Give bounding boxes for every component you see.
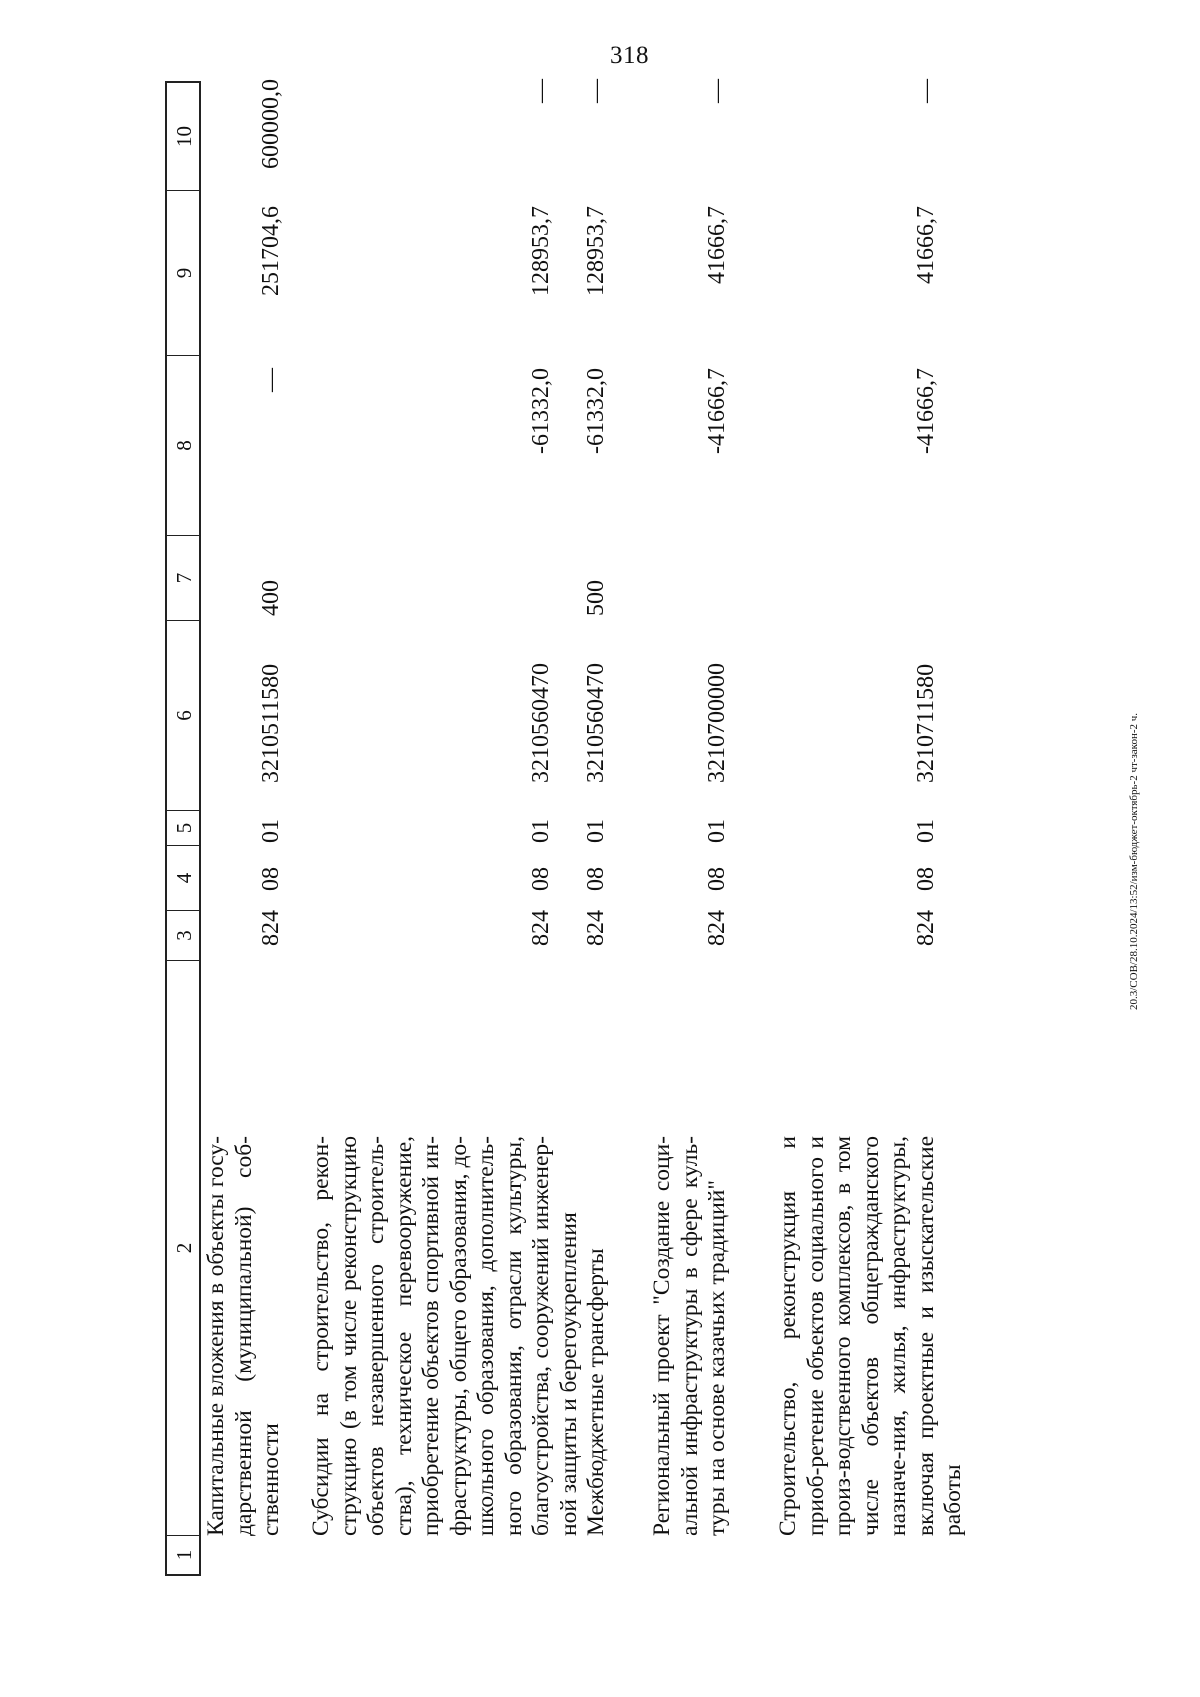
row-description: Межбюджетные трансферты [583, 1248, 609, 1536]
cell-col-10: — [583, 79, 609, 103]
cell-col-5: 01 [583, 819, 609, 843]
cell-col-10: — [704, 79, 730, 103]
cell-col-9: 128953,7 [583, 206, 609, 296]
header-col-10: 10 [165, 81, 201, 191]
header-col-8: 8 [165, 356, 201, 536]
footer-code: 20.3/СОВ/28.10.2024/13:52/изм-бюджет-октябрь-2 чт-закон-2 ч. [1128, 712, 1140, 1010]
cell-col-3: 824 [583, 910, 609, 946]
row-description: Строительство, реконструкция и приоб-ретение объектов социального и произ-водственного комплексов, в том числе объектов общегражданского назначе-ния, жилья, инфраструктуры, включая проектные и изыскательские работы [775, 1136, 966, 1536]
cell-col-6: 3210560470 [528, 663, 554, 783]
cell-col-6: 3210560470 [583, 663, 609, 783]
header-col-5: 5 [165, 811, 201, 846]
budget-table [165, 81, 1045, 1576]
cell-col-4: 08 [528, 867, 554, 891]
cell-col-9: 41666,7 [913, 206, 939, 284]
cell-col-4: 08 [583, 867, 609, 891]
cell-col-9: 41666,7 [704, 206, 730, 284]
cell-col-8: — [258, 368, 284, 392]
header-col-9: 9 [165, 191, 201, 356]
cell-col-4: 08 [258, 867, 284, 891]
cell-col-9: 128953,7 [528, 206, 554, 296]
header-col-6: 6 [165, 621, 201, 811]
cell-col-5: 01 [913, 819, 939, 843]
cell-col-8: -41666,7 [913, 368, 939, 454]
cell-col-3: 824 [704, 910, 730, 946]
cell-col-8: -41666,7 [704, 368, 730, 454]
cell-col-10: — [913, 79, 939, 103]
cell-col-5: 01 [258, 819, 284, 843]
cell-col-10: 600000,0 [258, 79, 284, 169]
cell-col-6: 3210700000 [704, 663, 730, 783]
row-description: Субсидии на строительство, рекон-струкцию (в том числе реконструкцию объектов незавершенного строитель-ства), техническое перевооружение, приобретение объектов спортивной ин-фраструктуры, общего образования, до-школьного образования, дополнитель-ного образования, отрасли культуры, благоустройства, сооружений инженер-ной защиты и берегоукрепления [308, 1136, 582, 1536]
cell-col-3: 824 [913, 910, 939, 946]
cell-col-5: 01 [528, 819, 554, 843]
cell-col-7: 500 [583, 580, 609, 616]
cell-col-6: 3210711580 [913, 663, 939, 783]
cell-col-5: 01 [704, 819, 730, 843]
cell-col-6: 3210511580 [258, 663, 284, 783]
cell-col-3: 824 [528, 910, 554, 946]
row-description: Капитальные вложения в объекты госу-дарственной (муниципальной) соб-ственности [203, 1136, 284, 1536]
cell-col-8: -61332,0 [583, 368, 609, 454]
row-description: Региональный проект "Создание соци-альной инфраструктуры в сфере куль-туры на основе казачьих традиций" [649, 1136, 730, 1536]
page-number: 318 [610, 42, 649, 69]
cell-col-4: 08 [913, 867, 939, 891]
cell-col-3: 824 [258, 910, 284, 946]
cell-col-8: -61332,0 [528, 368, 554, 454]
header-col-2: 2 [165, 961, 201, 1536]
cell-col-4: 08 [704, 867, 730, 891]
header-col-1: 1 [165, 1536, 201, 1576]
cell-col-9: 251704,6 [258, 206, 284, 296]
header-col-4: 4 [165, 846, 201, 911]
cell-col-10: — [528, 79, 554, 103]
cell-col-7: 400 [258, 580, 284, 616]
header-col-7: 7 [165, 536, 201, 621]
header-col-3: 3 [165, 911, 201, 961]
